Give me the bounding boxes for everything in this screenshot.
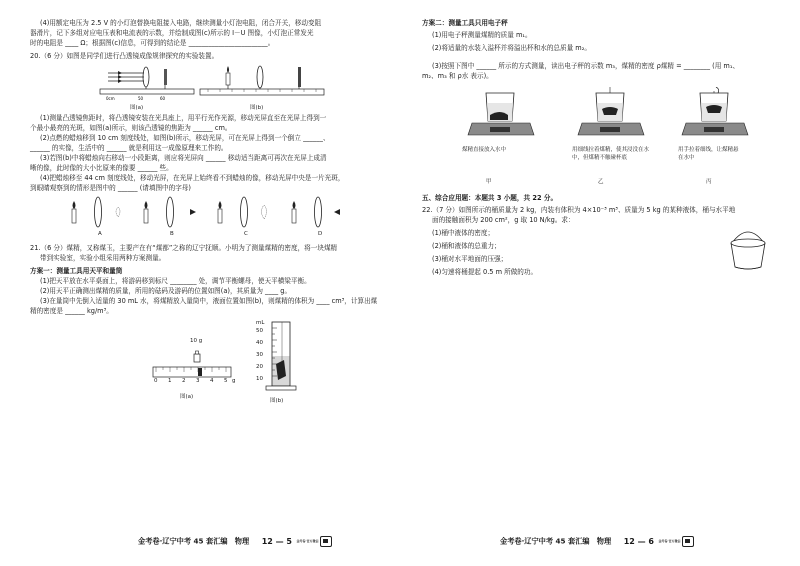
scale-yi-caption: 用细线拉着煤精，使其浸没在水中，但煤精不触碰杯底 bbox=[572, 147, 650, 161]
scale-jia-label: 甲 bbox=[486, 179, 492, 185]
q20-parts bbox=[30, 113, 386, 193]
cylinder-unit: mL bbox=[256, 320, 265, 326]
q19-line: (4)用额定电压为 2.5 V 的小灯泡替换电阻接入电路，继续测量小灯泡电阻，闭合开关，移动变阻 bbox=[40, 19, 322, 27]
qr-logo-icon bbox=[682, 536, 694, 547]
q20-figures bbox=[30, 61, 386, 113]
svg-text:0cm: 0cm bbox=[106, 96, 115, 101]
q20-line: 个最小最亮的光斑，如图(a)所示，则该凸透镜的焦距为 ______ cm。 bbox=[30, 124, 232, 132]
ruler-unit: g bbox=[232, 378, 236, 384]
q20-fig-b-caption: 图(b) bbox=[250, 105, 264, 111]
cylinder-tick: 30 bbox=[256, 352, 263, 358]
q20-line: 晰的像，此时像的大小比原来的像要 ______ 些。 bbox=[30, 164, 173, 172]
q20-fig-b bbox=[198, 63, 326, 103]
ruler-tick: 5 bbox=[224, 378, 228, 384]
q22-line: (4)匀速将桶提起 0.5 m 所做的功。 bbox=[432, 268, 538, 276]
q20-fig-a bbox=[98, 65, 198, 103]
ruler-tick: 0 bbox=[154, 378, 158, 384]
page-footer-left bbox=[138, 536, 332, 547]
ruler-tick-labels bbox=[152, 378, 238, 386]
ruler-tick: 2 bbox=[182, 378, 186, 384]
q21-line: (3)在量筒中先倒入适量的 30 mL 水，将煤精放入量筒中，液面位置如图(b)，则煤精的体积为 ____ cm³，计算出煤 bbox=[40, 297, 378, 305]
choice-b-figure bbox=[140, 195, 204, 229]
cylinder-tick: 50 bbox=[256, 328, 263, 334]
q20-line: ______ 的实像，生活中的 ______ 就是利用这一成像原理来工作的。 bbox=[30, 144, 228, 152]
q22-line: (2)桶和液体的总重力； bbox=[432, 242, 501, 250]
plan2-line: (1)用电子秤测量煤精的质量 m₁。 bbox=[432, 31, 532, 39]
q21-plan1-title: 方案一：测量工具用天平和量筒 bbox=[30, 267, 123, 275]
q20-line: (2)点燃的蜡烛移到 10 cm 刻度线处，如图(b)所示，移动光屏，可在光屏上得到一个倒立 ______、 bbox=[40, 134, 330, 142]
q21-fig-b-caption: 图(b) bbox=[270, 398, 284, 404]
section-5-heading: 五、综合应用题：本题共 3 小题，共 22 分。 bbox=[422, 194, 558, 202]
q20-line: (4)把蜡烛移至 44 cm 刻度线处，移动光屏，在光屏上始终看不到蜡烛的像，移动光屏中央是一片光斑， bbox=[40, 174, 345, 182]
q22-head: 面的接触面积为 200 cm²，g 取 10 N/kg。求： bbox=[432, 216, 575, 224]
cylinder-tick: 20 bbox=[256, 364, 263, 370]
cylinder-tick: 10 bbox=[256, 376, 263, 382]
question-19-part4 bbox=[30, 18, 386, 48]
q20-head: 20.（6 分）如图是同学们进行凸透镜成像规律探究的实验装置。 bbox=[30, 52, 219, 60]
q20-fig-a-caption: 图(a) bbox=[130, 105, 144, 111]
scale-figures bbox=[422, 85, 778, 187]
choice-c-label: C bbox=[244, 231, 248, 237]
plan2-line: m₂、m₃ 和 ρ水 表示)。 bbox=[422, 72, 493, 80]
q21-fig-a-caption: 图(a) bbox=[180, 394, 194, 400]
footer-tag: 金考卷 官方微信 bbox=[296, 538, 319, 543]
footer-title: 金考卷·辽宁中考 45 套汇编 物理 bbox=[138, 536, 250, 546]
scale-bing-label: 丙 bbox=[706, 179, 712, 185]
plan2-line: (2)将适量的水装入溢杯并将溢出杯和水的总质量 m₂。 bbox=[432, 44, 591, 52]
q19-line: 时的电阻是 ____ Ω；根据图(c)信息，可得到的结论是 ________________________。 bbox=[30, 39, 275, 47]
bucket-figure bbox=[722, 227, 774, 273]
cylinder-tick: 40 bbox=[256, 340, 263, 346]
q21-line: (1)把天平放在水平桌面上，将游码移到标尺 ________ 处，调节平衡螺母，使天平横梁平衡。 bbox=[40, 277, 311, 285]
q21-head: 带到实验室，实验小组采用两种方案测量。 bbox=[40, 254, 166, 262]
choice-a-figure bbox=[68, 195, 132, 229]
page-number: 12 — 5 bbox=[261, 536, 292, 546]
page-footer-right bbox=[500, 536, 694, 547]
q21-figures bbox=[30, 316, 386, 408]
q22-line: (3)桶对水平地面的压强； bbox=[432, 255, 508, 263]
choice-d-figure bbox=[288, 195, 352, 229]
scale-bing-caption: 用手拉着细线，让煤精悬在水中 bbox=[678, 147, 739, 161]
choice-b-label: B bbox=[170, 231, 174, 237]
q20-choices bbox=[30, 193, 386, 239]
q19-line: 器滑片，记下多组对应电压表和电流表的示数，并绘制成图(c)所示的 I－U 图像，小灯泡正常发光 bbox=[30, 29, 314, 37]
scale-jia-caption: 煤精直接放入水中 bbox=[462, 147, 507, 153]
weight-figure bbox=[188, 346, 206, 364]
footer-title: 金考卷·辽宁中考 45 套汇编 物理 bbox=[500, 536, 612, 546]
svg-text:60: 60 bbox=[160, 96, 166, 101]
q22-head: 22.（7 分）如图所示的桶质量为 2 kg，内装有体积为 4×10⁻³ m³、质量为 5 kg 的某种液体，桶与水平地 bbox=[422, 206, 736, 214]
plan-2 bbox=[422, 18, 778, 81]
choice-d-label: D bbox=[318, 231, 323, 237]
plan2-title: 方案二：测量工具只用电子秤 bbox=[422, 19, 508, 27]
ruler-tick: 1 bbox=[168, 378, 172, 384]
scale-jia-figure bbox=[466, 87, 536, 143]
question-20 bbox=[30, 51, 386, 61]
footer-tag: 金考卷 官方微信 bbox=[658, 538, 681, 543]
plan2-line: (3)按照下图中 ______ 所示的方式测量，读出电子秤的示数 m₃，煤精的密度 ρ煤精 = ________ (用 m₁、 bbox=[432, 62, 740, 70]
ruler-tick: 4 bbox=[210, 378, 214, 384]
scale-yi-figure bbox=[576, 87, 646, 143]
question-22 bbox=[422, 205, 778, 277]
scale-bing-figure bbox=[680, 87, 750, 143]
q21-head: 21.（6 分）煤精，又称煤玉，主要产在有“煤都”之称的辽宁抚顺。小明为了测量煤精的密度，将一块煤精 bbox=[30, 244, 338, 252]
question-21 bbox=[30, 243, 386, 316]
ruler-tick: 3 bbox=[196, 378, 200, 384]
page-number: 12 — 6 bbox=[623, 536, 654, 546]
svg-text:50: 50 bbox=[138, 96, 144, 101]
choice-c-figure bbox=[214, 195, 278, 229]
balance-ruler bbox=[152, 366, 232, 378]
q20-line: 到眼睛观察到的情形是图中的 ______ (请填图中的字母) bbox=[30, 184, 191, 192]
qr-logo-icon bbox=[320, 536, 332, 547]
measuring-cylinder bbox=[262, 320, 302, 394]
scale-yi-label: 乙 bbox=[598, 179, 604, 185]
q21-line: 精的密度是 ______ kg/m³。 bbox=[30, 307, 113, 315]
q20-line: (3)若图(b)中将蜡烛向右移动一小段距离，则应将光屏向 ______ 移动适当距离可再次在光屏上成清 bbox=[40, 154, 327, 162]
q20-line: (1)测量凸透镜焦距时，将凸透镜安装在光具座上，用平行光作光源，移动光屏直至在光屏上得到一 bbox=[40, 114, 327, 122]
choice-a-label: A bbox=[98, 231, 102, 237]
weight-label: 10 g bbox=[190, 338, 203, 344]
q22-line: (1)桶中液体的密度； bbox=[432, 229, 495, 237]
right-page bbox=[400, 0, 800, 566]
q21-line: (2)用天平正确测出煤精的质量，所用的砝码及游码的位置如图(a)，其质量为 ____ g。 bbox=[40, 287, 292, 295]
